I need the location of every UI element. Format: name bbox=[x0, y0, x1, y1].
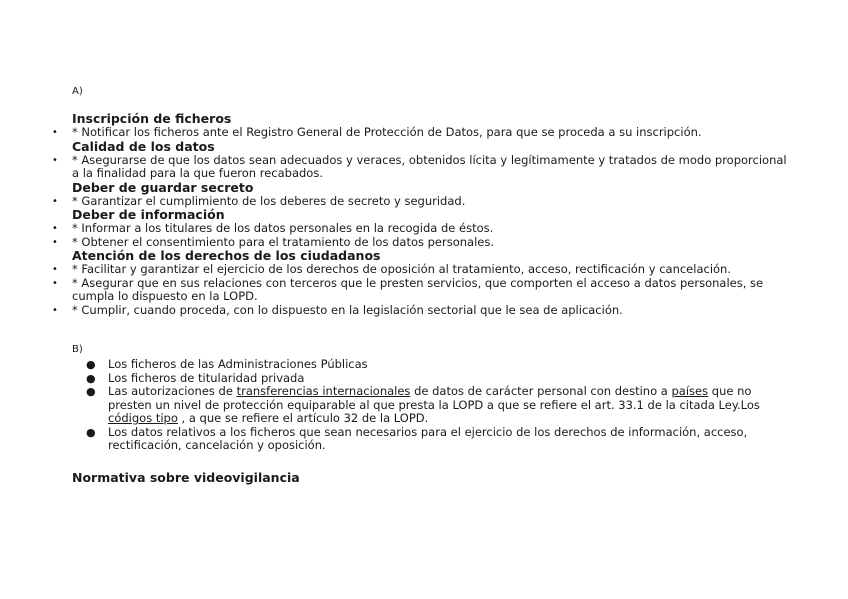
list-item-text: * Notificar los ficheros ante el Registro General de Protección de Datos, para que se proceda a su inscripción. bbox=[72, 125, 702, 139]
section-b bbox=[86, 358, 786, 453]
bullet-icon: ● bbox=[86, 385, 96, 398]
list-item-text: Los ficheros de titularidad privada bbox=[108, 370, 305, 385]
list-item bbox=[52, 304, 792, 318]
list-item bbox=[52, 222, 792, 236]
list-item-text: * Obtener el consentimiento para el tratamiento de los datos personales. bbox=[72, 234, 495, 249]
list-item-text: Los datos relativos a los ficheros que sean necesarios para el ejercicio de los derechos de información, acceso, rectificación, cancelación y oposición. bbox=[108, 424, 748, 452]
bullet-icon: • bbox=[52, 154, 58, 166]
list-item bbox=[52, 263, 792, 277]
bullet-icon: ● bbox=[86, 371, 96, 385]
list-item bbox=[52, 277, 792, 304]
list-item-text: * Garantizar el cumplimiento de los deberes de secreto y seguridad. bbox=[72, 193, 466, 208]
list-item-text bbox=[108, 384, 760, 425]
bullet-icon: • bbox=[52, 127, 58, 138]
bullet-icon: • bbox=[52, 264, 58, 275]
heading-inscripcion: Inscripción de ficheros bbox=[72, 111, 232, 126]
heading-secreto: Deber de guardar secreto bbox=[72, 179, 254, 195]
list-item bbox=[52, 126, 792, 140]
text-part: , a que se refiere el artículo 32 de la LOPD. bbox=[177, 411, 429, 425]
heading-derechos: Atención de los derechos de los ciudadanos bbox=[72, 248, 381, 263]
list-item bbox=[52, 195, 792, 209]
bullet-icon: • bbox=[52, 277, 58, 289]
section-b-label: B) bbox=[72, 344, 83, 355]
list-item-text: * Asegurarse de que los datos sean adecuados y veraces, obtenidos lícita y legítimamente y tratados de modo proporcional a la finalidad para la que fueron recabados. bbox=[72, 152, 787, 180]
link-paises[interactable]: países bbox=[671, 384, 709, 398]
heading-videovigilancia: Normativa sobre videovigilancia bbox=[72, 470, 300, 485]
list-item-text: * Informar a los titulares de los datos personales en la recogida de éstos. bbox=[72, 221, 494, 235]
heading-calidad: Calidad de los datos bbox=[72, 138, 215, 154]
list-item bbox=[86, 372, 786, 386]
bullet-icon: • bbox=[52, 223, 58, 234]
list-item-text: * Cumplir, cuando proceda, con lo dispuesto en la legislación sectorial que le sea de aplicación. bbox=[72, 302, 623, 317]
bullet-icon: ● bbox=[86, 425, 96, 439]
list-item bbox=[86, 358, 786, 372]
link-codigos-tipo[interactable]: códigos tipo bbox=[108, 411, 178, 425]
text-part: Las autorizaciones de bbox=[108, 384, 237, 398]
list-item bbox=[86, 426, 786, 453]
list-item-text: * Facilitar y garantizar el ejercicio de los derechos de oposición al tratamiento, acceso, rectificación y cancelación. bbox=[72, 262, 731, 276]
bullet-icon: • bbox=[52, 236, 58, 248]
list-item-text: * Asegurar que en sus relaciones con terceros que le presten servicios, que comporten el acceso a datos personales, se cumpla lo dispuesto en la LOPD. bbox=[72, 275, 764, 303]
section-a-label: A) bbox=[72, 86, 83, 97]
list-item bbox=[52, 236, 792, 250]
section-a bbox=[52, 112, 792, 317]
list-item bbox=[52, 154, 792, 181]
bullet-icon: • bbox=[52, 195, 58, 207]
list-item-text: Los ficheros de las Administraciones Públicas bbox=[108, 357, 368, 371]
link-transferencias[interactable]: transferencias internacionales bbox=[236, 384, 411, 398]
text-part: que no presten un nivel de protección equiparable al que presta la LOPD a que se refiere el art. 33.1 de la citada Ley.Los bbox=[108, 384, 760, 412]
list-item bbox=[86, 385, 786, 426]
heading-informacion: Deber de información bbox=[72, 207, 225, 222]
bullet-icon: ● bbox=[86, 358, 96, 371]
text-part: de datos de carácter personal con destino a bbox=[410, 384, 672, 398]
bullet-icon: • bbox=[52, 304, 58, 316]
